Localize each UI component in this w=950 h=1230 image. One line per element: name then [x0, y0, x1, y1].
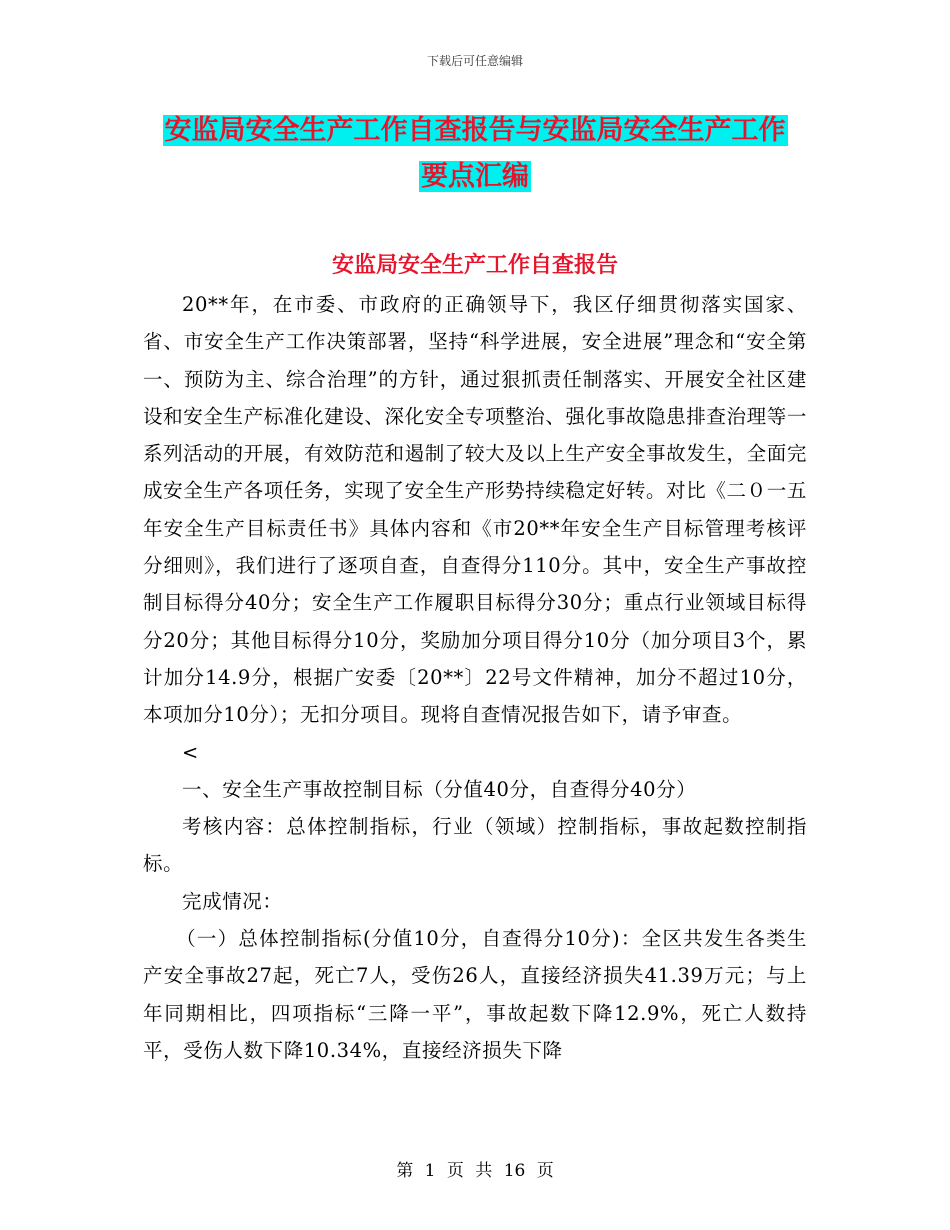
main-title-line2: 要点汇编	[421, 161, 529, 192]
page-indicator: 第 1 页 共 16 页	[396, 1161, 554, 1181]
paragraph-intro: 20**年，在市委、市政府的正确领导下，我区仔细贯彻落实国家、省、市安全生产工作决策部署，坚持“科学进展，安全进展”理念和“安全第一、预防为主、综合治理”的方针，通过狠抓责任制落实、开展安全社区建设和安全生产标准化建设、深化安全专项整治、强化事故隐患排查治理等一系列活动的开展，有效防范和遏制了较大及以上生产安全事故发生，全面完成安全生产各项任务，实现了安全生产形势持续稳定好转。对比《二０一五年安全生产目标责任书》具体内容和《市20**年安全生产目标管理考核评分细则》，我们进行了逐项自查，自查得分110分。其中，安全生产事故控制目标得分40分；安全生产工作履职目标得分30分；重点行业领域目标得分20分；其他目标得分10分，奖励加分项目得分10分（加分项目3个，累计加分14.9分，根据广安委〔20**〕22号文件精神，加分不超过10分，本项加分10分）；无扣分项目。现将自查情况报告如下，请予审查。	[143, 293, 807, 727]
paragraph-heading-1: 一、安全生产事故控制目标（分值40分，自查得分40分）	[182, 777, 697, 801]
paragraph-marker: <	[182, 740, 199, 764]
document-body	[143, 286, 807, 1069]
header-note: 下载后可任意编辑	[426, 54, 523, 68]
paragraph-overall-indicator: （一）总体控制指标(分值10分，自查得分10分)：全区共发生各类生产安全事故27起，死亡7人，受伤26人，直接经济损失41.39万元；与上年同期相比，四项指标“三降一平”，事故起数下降12.9%，死亡人数持平，受伤人数下降10.34%，直接经济损失下降	[143, 927, 807, 1062]
document-main-title	[0, 108, 950, 200]
main-title-line1: 安监局安全生产工作自查报告与安监局安全生产工作	[164, 115, 786, 146]
paragraph-assessment: 考核内容：总体控制指标，行业（领域）控制指标，事故起数控制指标。	[143, 815, 807, 876]
paragraph-completion: 完成情况：	[182, 889, 283, 913]
section-title: 安监局安全生产工作自查报告	[331, 253, 618, 278]
